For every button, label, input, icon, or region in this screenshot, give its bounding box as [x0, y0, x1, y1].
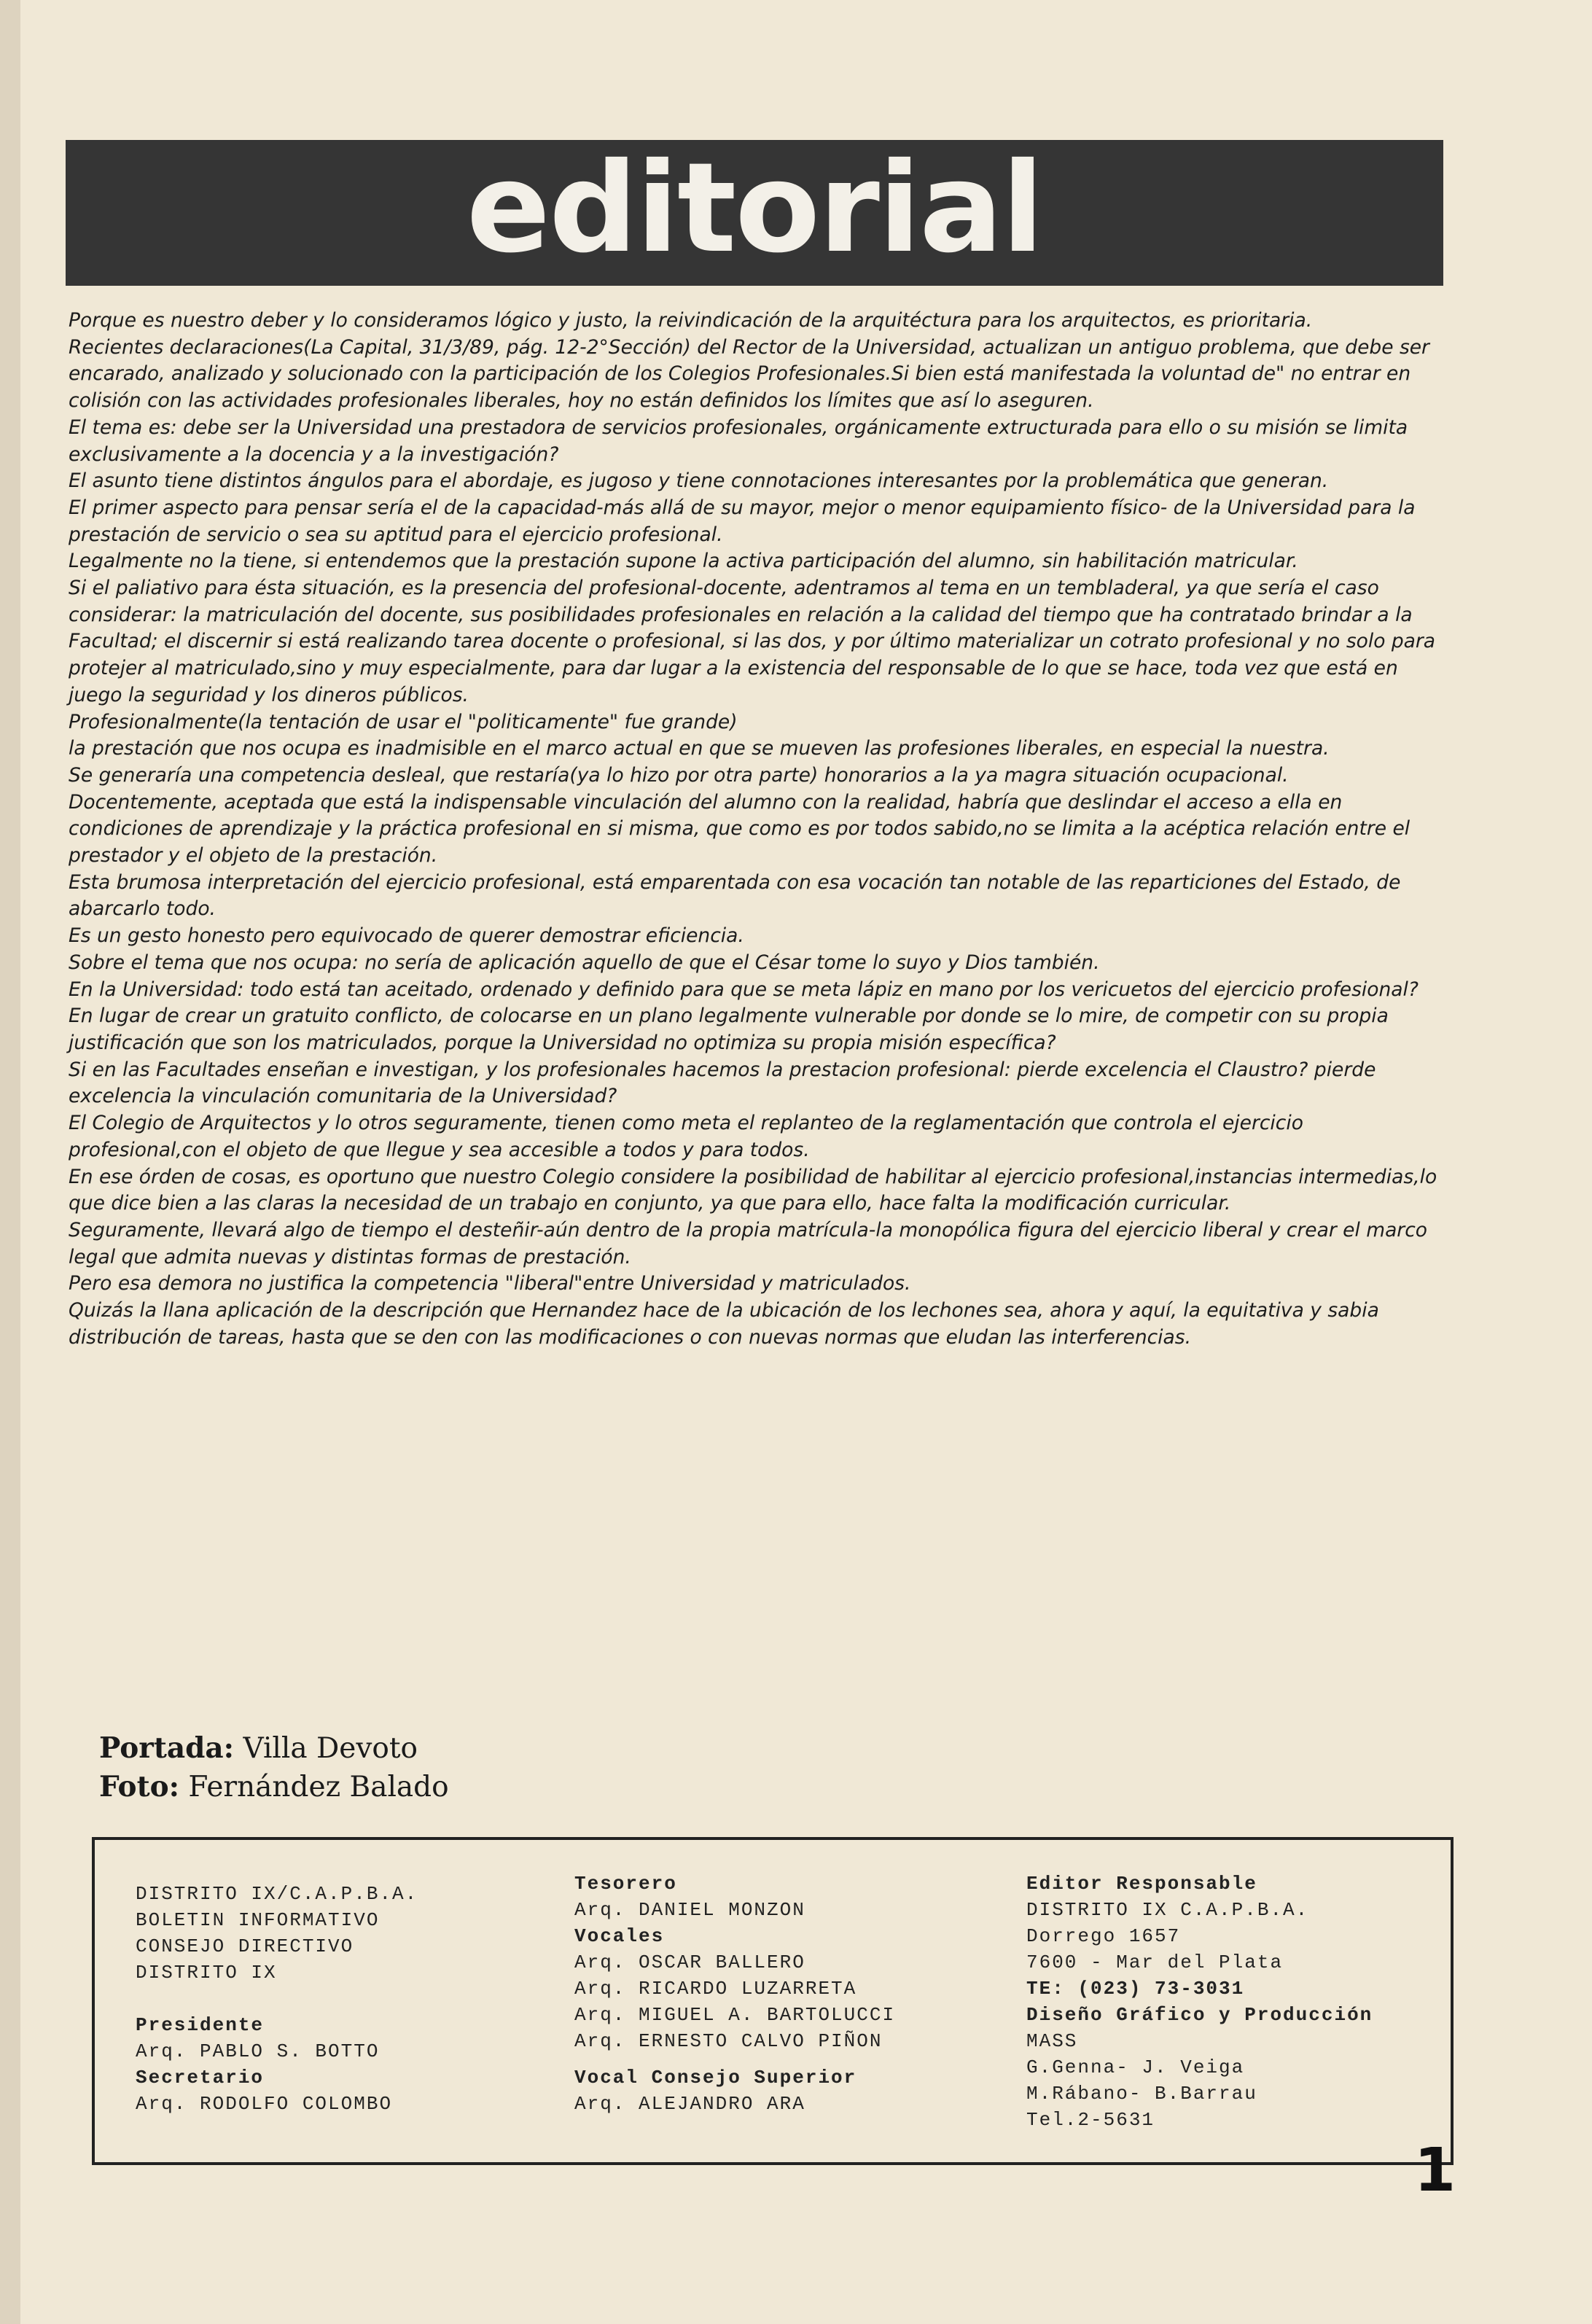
editor-label: Editor Responsable — [1026, 1873, 1257, 1895]
editorial-paragraph: El tema es: debe ser la Universidad una prestadora de servicios profesionales, orgánicamente extructurada para ello o su misión se limita exclusivamente a la docencia y a la investigación? — [69, 416, 1408, 466]
editorial-paragraph: Se generaría una competencia desleal, que restaría(ya lo hizo por otra parte) honorarios a la ya magra situación ocupacional. — [69, 763, 1289, 787]
org-line: CONSEJO DIRECTIVO — [136, 1935, 354, 1957]
vocales-label: Vocales — [574, 1925, 665, 1947]
editorial-paragraph: El primer aspecto para pensar sería el de la capacidad-más allá de su mayor, mejor o menor equipamiento físico- de la Universidad para la prestación de servicio o sea su aptitud para el ejercicio profesional. — [69, 496, 1416, 546]
photo-value: Fernández Balado — [188, 1771, 449, 1804]
design-phone: Tel.2-5631 — [1026, 2109, 1155, 2131]
editorial-paragraph: El Colegio de Arquitectos y lo otros seguramente, tienen como meta el replanteo de la reglamentación que controla el ejercicio profesional,con el objeto de que llegue y sea accesible a todos y para todos. — [69, 1112, 1303, 1161]
editorial-paragraph: En lugar de crear un gratuito conflicto, de colocarse en un plano legalmente vulnerable por donde se lo mire, de competir con su propia justificación que son los matriculados, porque la Universidad no optimiza su propia misión específica? — [69, 1005, 1389, 1054]
org-line: DISTRITO IX/C.A.P.B.A. — [136, 1883, 418, 1905]
design-line: G.Genna- J. Veiga — [1026, 2056, 1245, 2078]
photo-credit-line — [99, 1768, 449, 1806]
editorial-paragraph: Porque es nuestro deber y lo consideramos lógico y justo, la reivindicación de la arquitéctura para los arquitectos, es prioritaria. — [69, 309, 1313, 332]
vocal-name: Arq. ERNESTO CALVO PIÑON — [574, 2030, 883, 2052]
editorial-paragraph: Seguramente, llevará algo de tiempo el desteñir-aún dentro de la propia matrícula-la monopólica figura del ejercicio liberal y crear el marco legal que admita nuevas y distintas formas de prestación. — [69, 1218, 1427, 1268]
design-label: Diseño Gráfico y Producción — [1026, 2004, 1373, 2026]
editorial-banner — [66, 136, 1443, 286]
vocal-name: Arq. OSCAR BALLERO — [574, 1951, 805, 1973]
vocal-name: Arq. MIGUEL A. BARTOLUCCI — [574, 2004, 896, 2026]
org-line: DISTRITO IX — [136, 1962, 277, 1984]
editorial-paragraph: Docentemente, aceptada que está la indispensable vinculación del alumno con la realidad, habría que deslindar el acceso a ella en condiciones de aprendizaje y la práctica profesional en si misma, que como es por todos sabido,no se limita a la acéptica relación entre el prestador y el objeto de la prestación. — [69, 790, 1410, 867]
staff-column-board — [574, 1871, 895, 2117]
page-edge — [0, 0, 20, 2324]
editorial-paragraph: Legalmente no la tiene, si entendemos que la prestación supone la activa participación del alumno, sin habilitación matricular. — [69, 550, 1298, 573]
editorial-paragraph: Esta brumosa interpretación del ejercicio profesional, está emparentada con esa vocación tan notable de las reparticiones del Estado, de abarcarlo todo. — [69, 870, 1401, 921]
president-name: Arq. PABLO S. BOTTO — [136, 2040, 380, 2062]
editorial-paragraph: la prestación que nos ocupa es inadmisible en el marco actual en que se mueven las profesiones liberales, en especial la nuestra. — [69, 737, 1330, 760]
vocal-superior-name: Arq. ALEJANDRO ARA — [574, 2093, 805, 2115]
staff-column-editor — [1026, 1871, 1373, 2133]
editorial-paragraph: Pero esa demora no justifica la competencia "liberal"entre Universidad y matriculados. — [69, 1272, 911, 1295]
staff-column-organization — [136, 1881, 418, 2117]
editorial-paragraph: En ese órden de cosas, es oportuno que nuestro Colegio considere la posibilidad de habilitar al ejercicio profesional,instancias intermedias,lo que dice bien a las claras la necesidad de un trabajo en conjunto, ya que para ello, hace falta la modificación curricular. — [69, 1165, 1437, 1215]
editor-line: Dorrego 1657 — [1026, 1925, 1181, 1947]
editorial-paragraph: Recientes declaraciones(La Capital, 31/3/89, pág. 12-2°Sección) del Rector de la Universidad, actualizan un antiguo problema, que debe ser encarado, analizado y solucionado con la participación de los Colegios Profesionales.Si bien está manifestada la voluntad de" no entrar en colisión con las actividades profesionales liberales, hoy no están definidos los límites que así lo aseguren. — [69, 335, 1429, 413]
design-line: MASS — [1026, 2030, 1078, 2052]
design-line: M.Rábano- B.Barrau — [1026, 2083, 1257, 2105]
photo-label: Foto: — [99, 1770, 179, 1804]
editorial-paragraph: Si el paliativo para ésta situación, es la presencia del profesional-docente, adentramos al tema en un tembladeral, ya que sería el caso considerar: la matriculación del docente, sus posibilidades profesionales en relación a la calidad del tiempo que ha contratado brindar a la Facultad; el discernir si está realizando tarea docente o profesional, si las dos, y por último materializar un cotrato profesional y no solo para protejer al matriculado,sino y muy especialmente, para dar lugar a la existencia del responsable de lo que se hace, toda vez que está en juego la seguridad y los dineros públicos. — [69, 577, 1436, 706]
page-number: 1 — [1414, 2136, 1456, 2205]
cover-credits — [99, 1729, 449, 1806]
editor-line: DISTRITO IX C.A.P.B.A. — [1026, 1899, 1309, 1921]
secretary-name: Arq. RODOLFO COLOMBO — [136, 2093, 393, 2115]
treasurer-name: Arq. DANIEL MONZON — [574, 1899, 805, 1921]
editor-phone: TE: (023) 73-3031 — [1026, 1978, 1245, 2000]
editorial-paragraph: Es un gesto honesto pero equivocado de querer demostrar eficiencia. — [69, 924, 744, 948]
editorial-paragraph: El asunto tiene distintos ángulos para el abordaje, es jugoso y tiene connotaciones interesantes por la problemática que generan. — [69, 469, 1329, 493]
editorial-body — [69, 308, 1454, 1351]
secretary-label: Secretario — [136, 2067, 265, 2089]
org-line: BOLETIN INFORMATIVO — [136, 1909, 380, 1931]
editor-line: 7600 - Mar del Plata — [1026, 1951, 1284, 1973]
cover-credit-line — [99, 1729, 449, 1768]
editorial-paragraph: Sobre el tema que nos ocupa: no sería de aplicación aquello de que el César tome lo suyo y Dios también. — [69, 951, 1100, 974]
president-label: Presidente — [136, 2014, 265, 2036]
treasurer-label: Tesorero — [574, 1873, 677, 1895]
cover-label: Portada: — [99, 1731, 235, 1765]
vocal-superior-label: Vocal Consejo Superior — [574, 2067, 857, 2089]
cover-value: Villa Devoto — [243, 1732, 418, 1765]
editorial-paragraph: Profesionalmente(la tentación de usar el "politicamente" fue grande) — [69, 710, 738, 733]
vocal-name: Arq. RICARDO LUZARRETA — [574, 1978, 857, 2000]
staff-box — [92, 1837, 1454, 2165]
editorial-paragraph: En la Universidad: todo está tan aceitado, ordenado y definido para que se meta lápiz en mano por los vericuetos del ejercicio profesional? — [69, 978, 1419, 1001]
banner-title: editorial — [466, 136, 1043, 281]
editorial-paragraph: Quizás la llana aplicación de la descripción que Hernandez hace de la ubicación de los lechones sea, ahora y aquí, la equitativa y sabia distribución de tareas, hasta que se den con las modificaciones o con nuevas normas que eludan las interferencias. — [69, 1299, 1379, 1349]
editorial-paragraph: Si en las Facultades enseñan e investigan, y los profesionales hacemos la prestacion profesional: pierde excelencia el Claustro? pierde excelencia la vinculación comunitaria de la Universidad? — [69, 1058, 1376, 1108]
